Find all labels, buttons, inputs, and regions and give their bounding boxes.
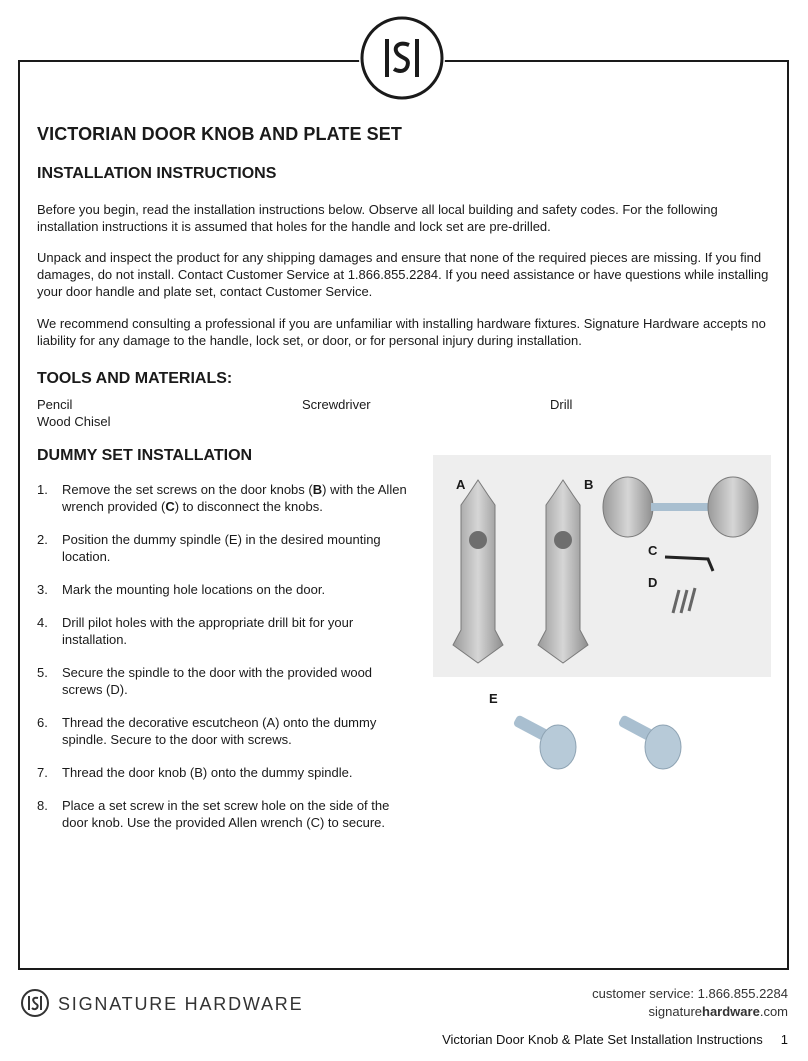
step-text: Thread the door knob (B) onto the dummy spindle.: [62, 765, 353, 780]
step-item: [37, 664, 407, 698]
step-item: [37, 581, 407, 598]
step-number: 8.: [37, 798, 48, 813]
tool-item: Pencil: [37, 397, 73, 412]
step-item: [37, 481, 407, 515]
part-label-e: E: [489, 691, 498, 706]
installation-steps: [37, 481, 407, 847]
part-label-b: B: [584, 477, 594, 492]
product-parts-photo: [433, 455, 771, 677]
step-text: Remove the set screws on the door knobs (B) with the Allen wrench provided (C) to disconnect the knobs.: [62, 482, 407, 514]
intro-paragraph: Before you begin, read the installation instructions below. Observe all local building and safety codes. For the following installation instructions it is assumed that holes for the handle and lock set are pre-drilled.: [37, 202, 718, 234]
step-text: Secure the spindle to the door with the provided wood screws (D).: [62, 665, 373, 697]
page-number: 1: [780, 1032, 788, 1047]
step-number: 3.: [37, 582, 48, 597]
step-number: 4.: [37, 615, 48, 630]
step-number: 1.: [37, 482, 48, 497]
tool-item: Drill: [550, 397, 573, 412]
part-label-d: D: [648, 575, 658, 590]
brand-name: SIGNATURE HARDWARE: [58, 994, 304, 1014]
footer-logo-icon: [20, 988, 50, 1018]
step-number: 2.: [37, 532, 48, 547]
tool-item: Wood Chisel: [37, 414, 111, 429]
step-text: Place a set screw in the set screw hole on the side of the door knob. Use the provided Allen wrench (C) to secure.: [62, 798, 390, 830]
dummy-set-heading: DUMMY SET INSTALLATION: [37, 447, 253, 464]
step-text: Position the dummy spindle (E) in the desired mounting location.: [62, 532, 381, 564]
website: signaturehardware.com: [648, 1004, 788, 1019]
step-item: [37, 614, 407, 648]
footer-document-title: Victorian Door Knob & Plate Set Installation Instructions 1: [442, 1032, 788, 1047]
brand-logo-icon: [359, 15, 445, 101]
step-text: Drill pilot holes with the appropriate drill bit for your installation.: [62, 615, 354, 647]
step-number: 6.: [37, 715, 48, 730]
step-number: 5.: [37, 665, 48, 680]
step-item: [37, 764, 407, 781]
page-title: VICTORIAN DOOR KNOB AND PLATE SET: [37, 124, 402, 144]
part-label-c: C: [648, 543, 658, 558]
door-hardware-illustration: [433, 455, 771, 677]
tool-item: Screwdriver: [302, 397, 371, 412]
step-item: [37, 714, 407, 748]
dummy-spindle-illustration: [488, 695, 718, 787]
step-number: 7.: [37, 765, 48, 780]
part-label-a: A: [456, 477, 466, 492]
tools-heading: TOOLS AND MATERIALS:: [37, 370, 233, 387]
customer-service: customer service: 1.866.855.2284: [592, 986, 788, 1001]
step-text: Mark the mounting hole locations on the door.: [62, 582, 326, 597]
inspection-paragraph: Unpack and inspect the product for any shipping damages and ensure that none of the required pieces are missing. If you find damages, do not install. Contact Customer Service at 1.866.855.2284. If you need assistance or have questions while installing your door handle and plate set, contact Customer Service.: [37, 250, 769, 299]
step-text: Thread the decorative escutcheon (A) onto the dummy spindle. Secure to the door with screws.: [62, 715, 377, 747]
step-item: [37, 531, 407, 565]
step-item: [37, 797, 407, 831]
liability-paragraph: We recommend consulting a professional if you are unfamiliar with installing hardware fixtures. Signature Hardware accepts no liability for any damage to the handle, lock set, or door, or for personal injury during installation.: [37, 316, 766, 348]
installation-heading: INSTALLATION INSTRUCTIONS: [37, 165, 277, 182]
